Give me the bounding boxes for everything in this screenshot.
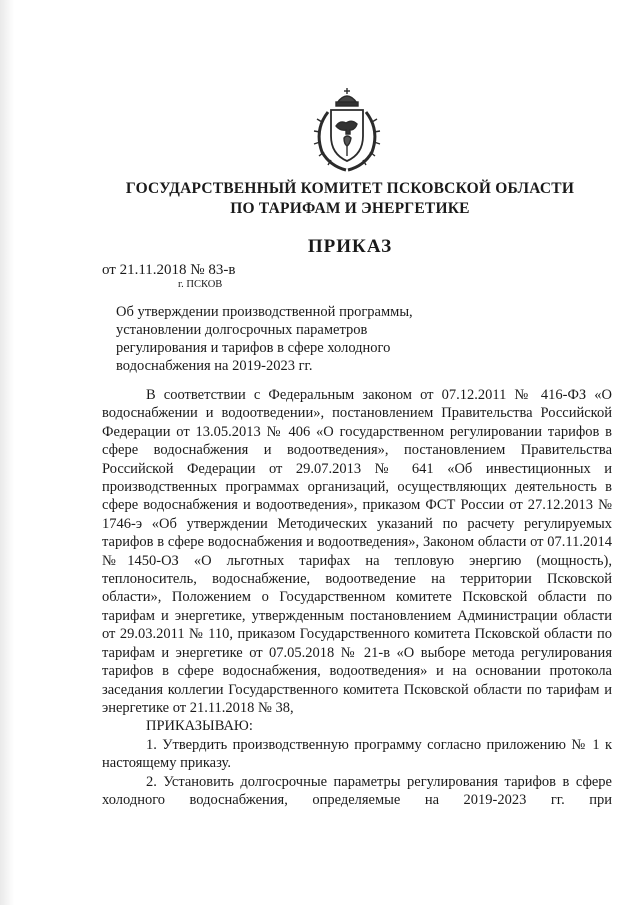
date-and-number: от 21.11.2018 № 83-в [102, 262, 236, 278]
item-1-paragraph: 1. Утвердить производственную программу согласно приложению № 1 к настоящему приказу. [102, 736, 612, 772]
document-body [102, 386, 612, 809]
item-2-paragraph: 2. Установить долгосрочные параметры регулирования тарифов в сфере холодного водоснабжения, определяемые на 2019-2023 гг. при [102, 773, 612, 808]
subject-line: водоснабжения на 2019-2023 гг. [116, 358, 313, 374]
subject-line: установлении долгосрочных параметров [116, 322, 368, 338]
coat-of-arms-icon [310, 86, 384, 172]
organization-name-line1: ГОСУДАРСТВЕННЫЙ КОМИТЕТ ПСКОВСКОЙ ОБЛАСТИ [125, 180, 575, 197]
preamble-paragraph: В соответствии с Федеральным законом от 07.12.2011 № 416-ФЗ «О водоснабжении и водоотведении», постановлением Правительства Российской Федерации от 13.05.2013 № 406 «О государственном регулировании тарифов в сфере водоснабжения и водоотведения», постановлением Правительства Российской Федерации от 29.07.2013 № 641 «Об инвестиционных и производственных программах организаций, осуществляющих деятельность в сфере водоснабжения и водоотведения», приказом ФСТ России от 27.12.2013 № 1746-э «Об утверждении Методических указаний по расчету регулируемых тарифов в сфере водоснабжения и водоотведения», Законом области от 07.11.2014 №1450-ОЗ «О льготных тарифах на тепловую энергию (мощность), теплоноситель, водоснабжение, водоотведение на территории Псковской области», Положением о Государственном комитете Псковской области по тарифам и энергетике, утвержденным постановлением Администрации области от 29.03.2011 № 110, приказом Государственного комитета Псковской области по тарифам и энергетике от 07.05.2018 № 21-в «О выборе метода регулирования тарифов в сфере водоснабжения, водоотведения» и на основании протокола заседания коллегии Государственного комитета Псковской области по тарифам и энергетике от 21.11.2018 № 38, [102, 387, 612, 716]
order-word: ПРИКАЗЫВАЮ: [146, 718, 253, 735]
scan-edge [0, 0, 14, 905]
subject-line: регулирования и тарифов в сфере холодного [116, 340, 391, 356]
document-title: ПРИКАЗ [307, 236, 393, 257]
organization-name-line2: ПО ТАРИФАМ И ЭНЕРГЕТИКЕ [230, 200, 470, 217]
document-subject [116, 303, 416, 375]
city: г. ПСКОВ [178, 279, 223, 290]
subject-line: Об утверждении производственной программы, [116, 304, 413, 320]
